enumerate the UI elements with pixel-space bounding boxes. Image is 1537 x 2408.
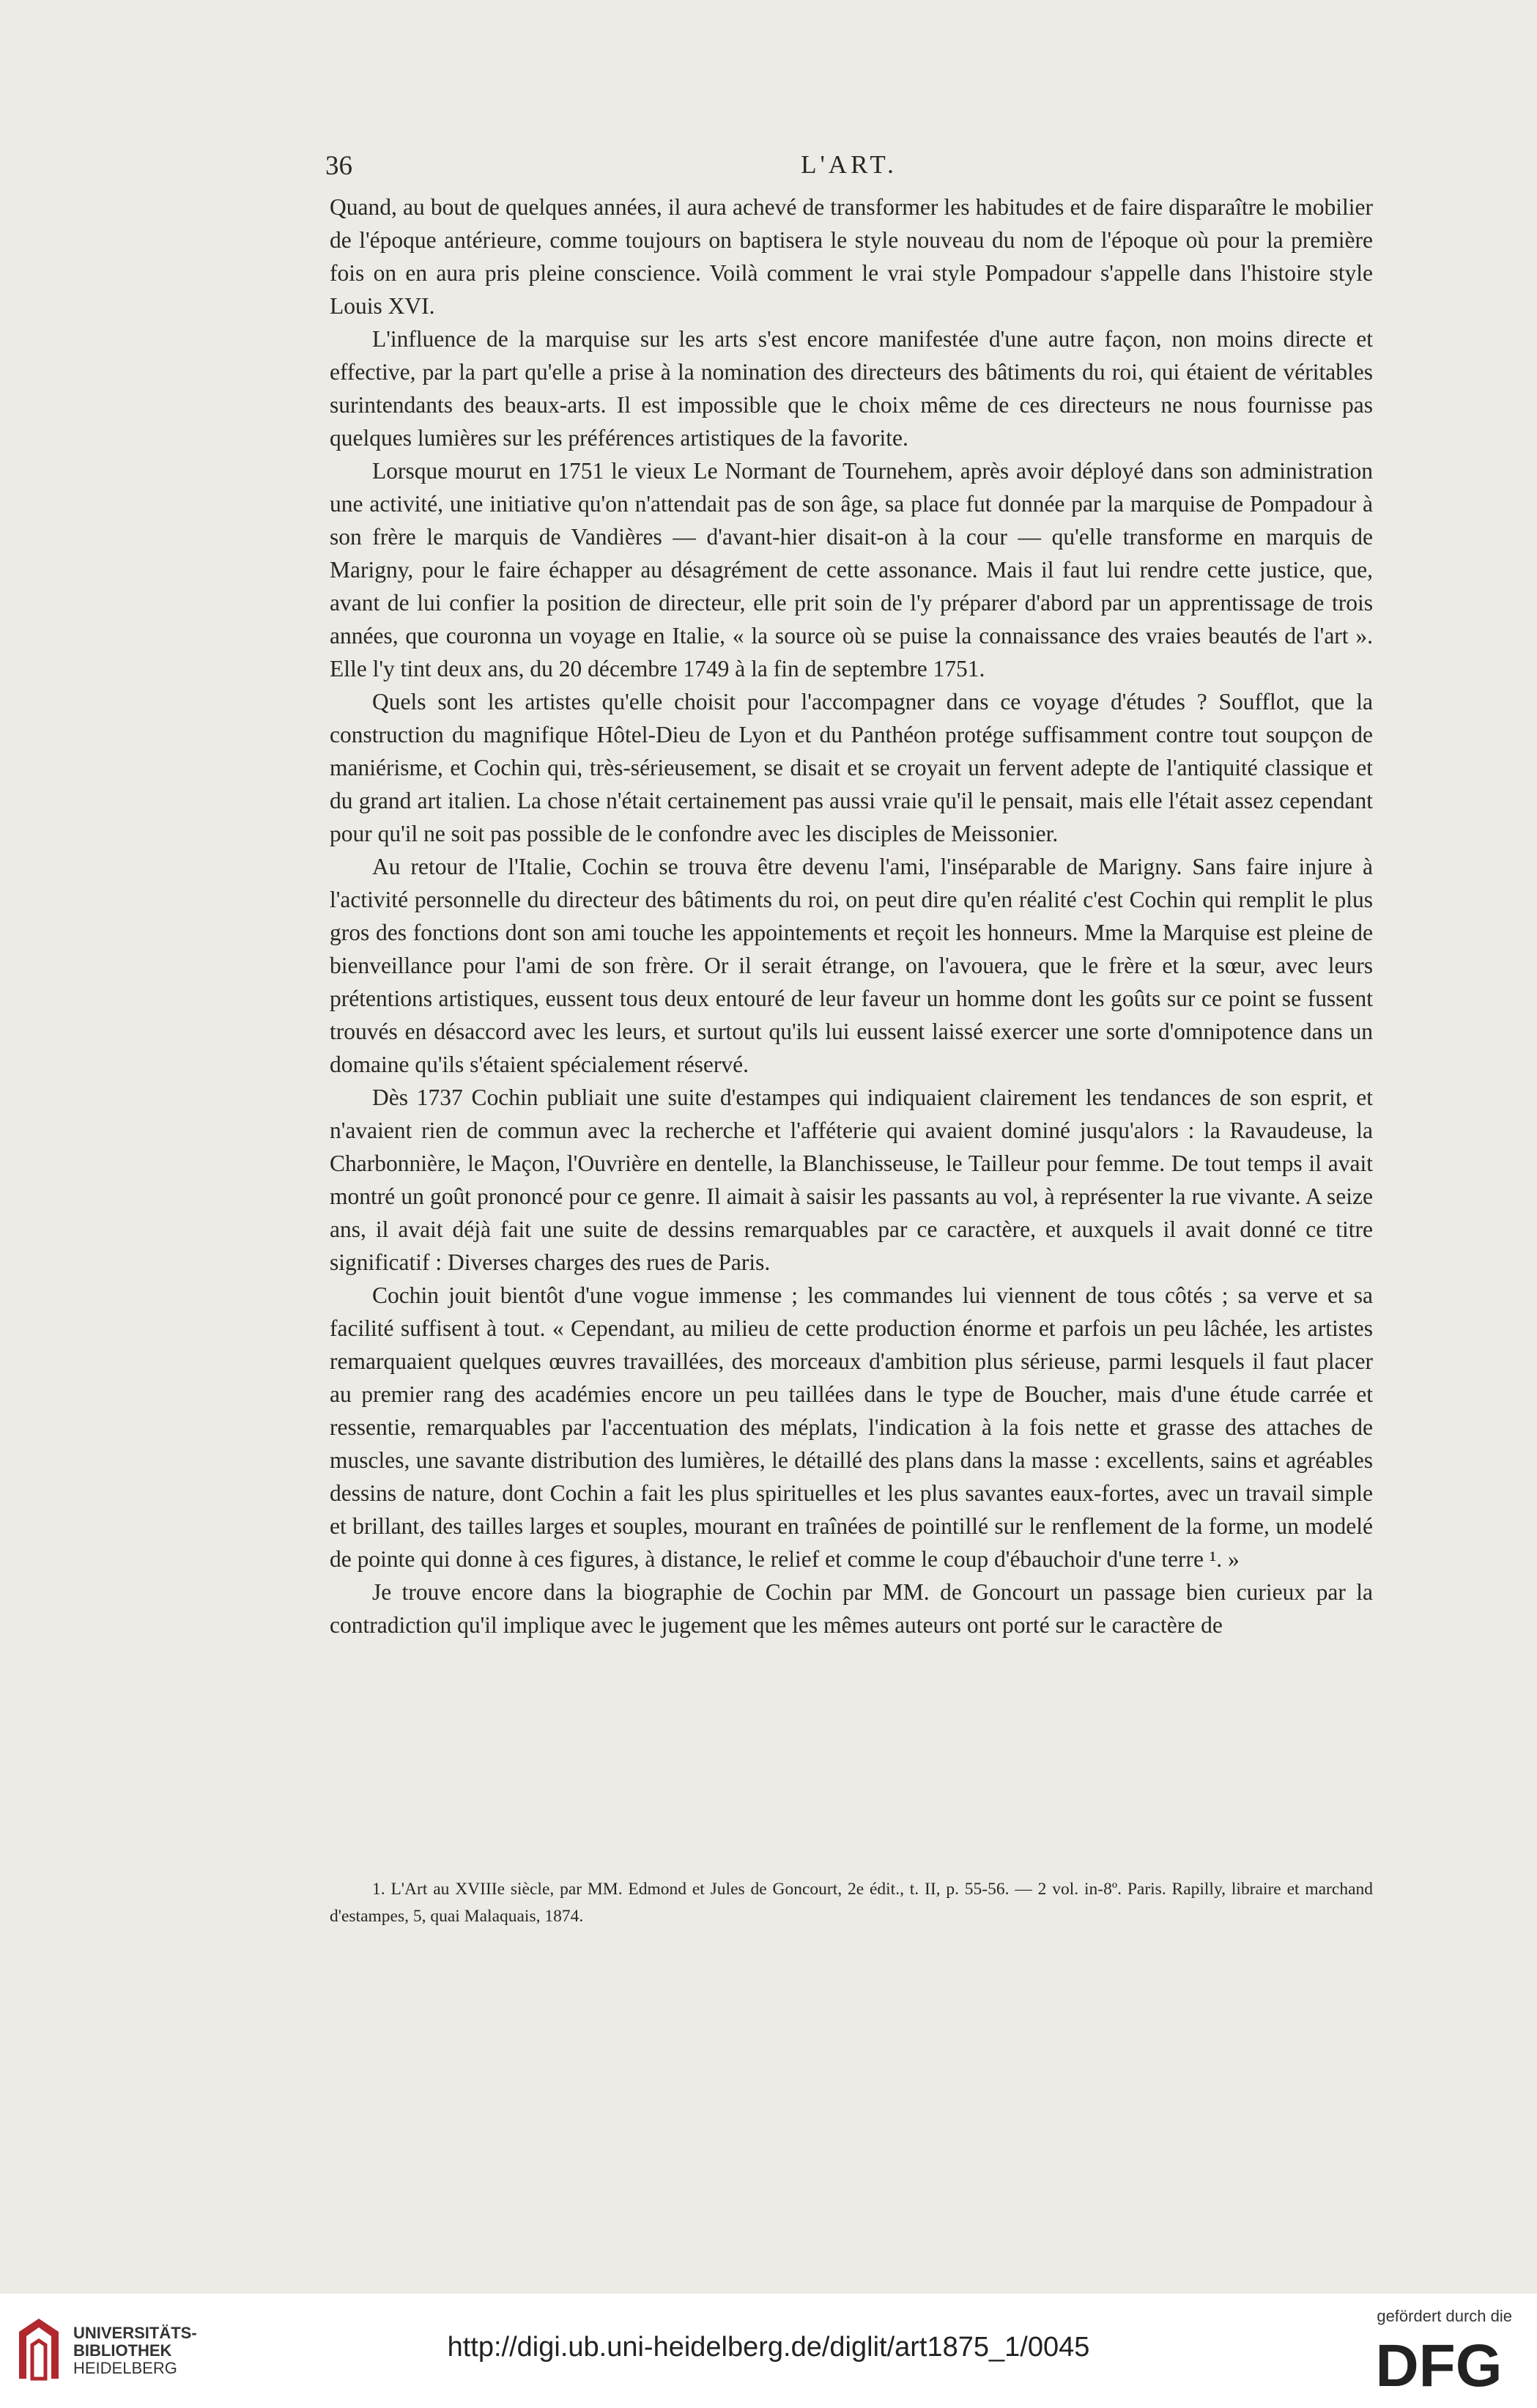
dfg-logo-text: DFG (1375, 2333, 1503, 2396)
body-text (330, 191, 1373, 1641)
paragraph: Quand, au bout de quelques années, il aura achevé de transformer les habitudes et de faire disparaître le mobilier de l'époque antérieure, comme toujours on baptisera le style nouveau du nom de l'époque où pour la première fois on en aura pris pleine conscience. Voilà comment le vrai style Pompadour s'appelle dans l'histoire style Louis XVI. (330, 194, 1373, 319)
paragraph: L'influence de la marquise sur les arts s'est encore manifestée d'une autre façon, non moins directe et effective, par la part qu'elle a prise à la nomination des directeurs des bâtiments du roi, qui étaient de véritables surintendants des beaux-arts. Il est impossible que le choix même de ces directeurs ne nous fournisse pas quelques lumières sur les préférences artistiques de la favorite. (330, 326, 1373, 451)
running-title: L'ART. (801, 150, 897, 179)
viewer-footer (0, 2294, 1537, 2408)
permalink-url[interactable]: http://digi.ub.uni-heidelberg.de/diglit/art1875_1/0045 (447, 2332, 1090, 2363)
paragraph: Quels sont les artistes qu'elle choisit pour l'accompagner dans ce voyage d'études ? Soufflot, que la construction du magnifique Hôtel-Dieu de Lyon et du Panthéon protége suffisamment contre tout soupçon de maniérisme, et Cochin qui, très-sérieusement, se disait et se croyait un fervent adepte de l'antiquité classique et du grand art italien. La chose n'était certainement pas aussi vraie qu'il le pensait, mais elle l'était assez cependant pour qu'il ne soit pas possible de le confondre avec les disciples de Meissonier. (330, 689, 1373, 846)
paragraph: Lorsque mourut en 1751 le vieux Le Normant de Tournehem, après avoir déployé dans son administration une activité, une initiative qu'on n'attendait pas de son âge, sa place fut donnée par la marquise de Pompadour à son frère le marquis de Vandières — d'avant-hier disait-on à la cour — qu'elle transforme en marquis de Marigny, pour le faire échapper au désagrément de cette assonance. Mais il faut lui rendre cette justice, que, avant de lui confier la position de directeur, elle prit soin de l'y préparer d'abord par un apprentissage de trois années, que couronna un voyage en Italie, « la source où se puise la connaissance des vraies beautés de l'art ». Elle l'y tint deux ans, du 20 décembre 1749 à la fin de septembre 1751. (330, 458, 1373, 682)
paragraph: Dès 1737 Cochin publiait une suite d'estampes qui indiquaient clairement les tendances de son esprit, et n'avaient rien de commun avec la recherche et l'afféterie qui avaient dominé jusqu'alors : la Ravaudeuse, la Charbonnière, le Maçon, l'Ouvrière en dentelle, la Blanchisseuse, le Tailleur pour femme. De tout temps il avait montré un goût prononcé pour ce genre. Il aimait à saisir les passants au vol, à représenter la rue vivante. A seize ans, il avait déjà fait une suite de dessins remarquables par ce caractère, et auxquels il avait donné ce titre significatif : Diverses charges des rues de Paris. (330, 1085, 1373, 1275)
library-name-line: BIBLIOTHEK (73, 2341, 172, 2360)
footnote: 1. L'Art au XVIIIe siècle, par MM. Edmond et Jules de Goncourt, 2e édit., t. II, p. 55-56. — 2 vol. in-8º. Paris. Rapilly, libraire et marchand d'estampes, 5, quai Malaquais, 1874. (330, 1880, 1373, 1926)
library-name-line: UNIVERSITÄTS- (73, 2324, 197, 2342)
paragraph: Je trouve encore dans la biographie de Cochin par MM. de Goncourt un passage bien curieux par la contradiction qu'il implique avec le jugement que les mêmes auteurs ont porté sur le caractère de (330, 1579, 1373, 1638)
paragraph: Cochin jouit bientôt d'une vogue immense ; les commandes lui viennent de tous côtés ; sa verve et sa facilité suffisent à tout. « Cependant, au milieu de cette production énorme et parfois un peu lâchée, les artistes remarquaient quelques œuvres travaillées, des morceaux d'ambition plus sérieuse, parmi lesquels il faut placer au premier rang des académies encore un peu taillées dans le type de Boucher, mais d'une étude carrée et ressentie, remarquables par l'accentuation des méplats, l'indication à la fois nette et grasse des attaches de muscles, une savante distribution des lumières, le détaillé des plans dans la masse : excellents, sains et agréables dessins de nature, dont Cochin a fait les plus spirituelles et les plus savantes eaux-fortes, avec un travail simple et brillant, des tailles larges et souples, mourant en traînées de pointillé sur le renflement de la forme, un modelé de pointe qui donne à ces figures, à distance, le relief et comme le coup d'ébauchoir d'une terre ¹. » (330, 1282, 1373, 1572)
dfg-logo-icon[interactable] (1366, 2330, 1512, 2396)
page-number: 36 (325, 151, 352, 181)
paragraph: Au retour de l'Italie, Cochin se trouva être devenu l'ami, l'inséparable de Marigny. Sans faire injure à l'activité personnelle du directeur des bâtiments du roi, on peut dire qu'en réalité c'est Cochin qui remplit le plus gros des fonctions dont son ami touche les appointements et reçoit les honneurs. Mme la Marquise est pleine de bienveillance pour l'ami de son frère. Or il serait étrange, on l'avouera, que le frère et la sœur, avec leurs prétentions artistiques, eussent tous deux entouré de leur faveur un homme dont les goûts sur ce point se fussent trouvés en désaccord avec les leurs, et surtout qu'ils lui eussent laissé exercer une sorte d'omnipotence dans un domaine qu'ils s'étaient spécialement réservé. (330, 854, 1373, 1077)
library-name-line: HEIDELBERG (73, 2359, 177, 2377)
funded-by-label: gefördert durch die (1377, 2307, 1512, 2325)
running-head (325, 150, 1373, 194)
